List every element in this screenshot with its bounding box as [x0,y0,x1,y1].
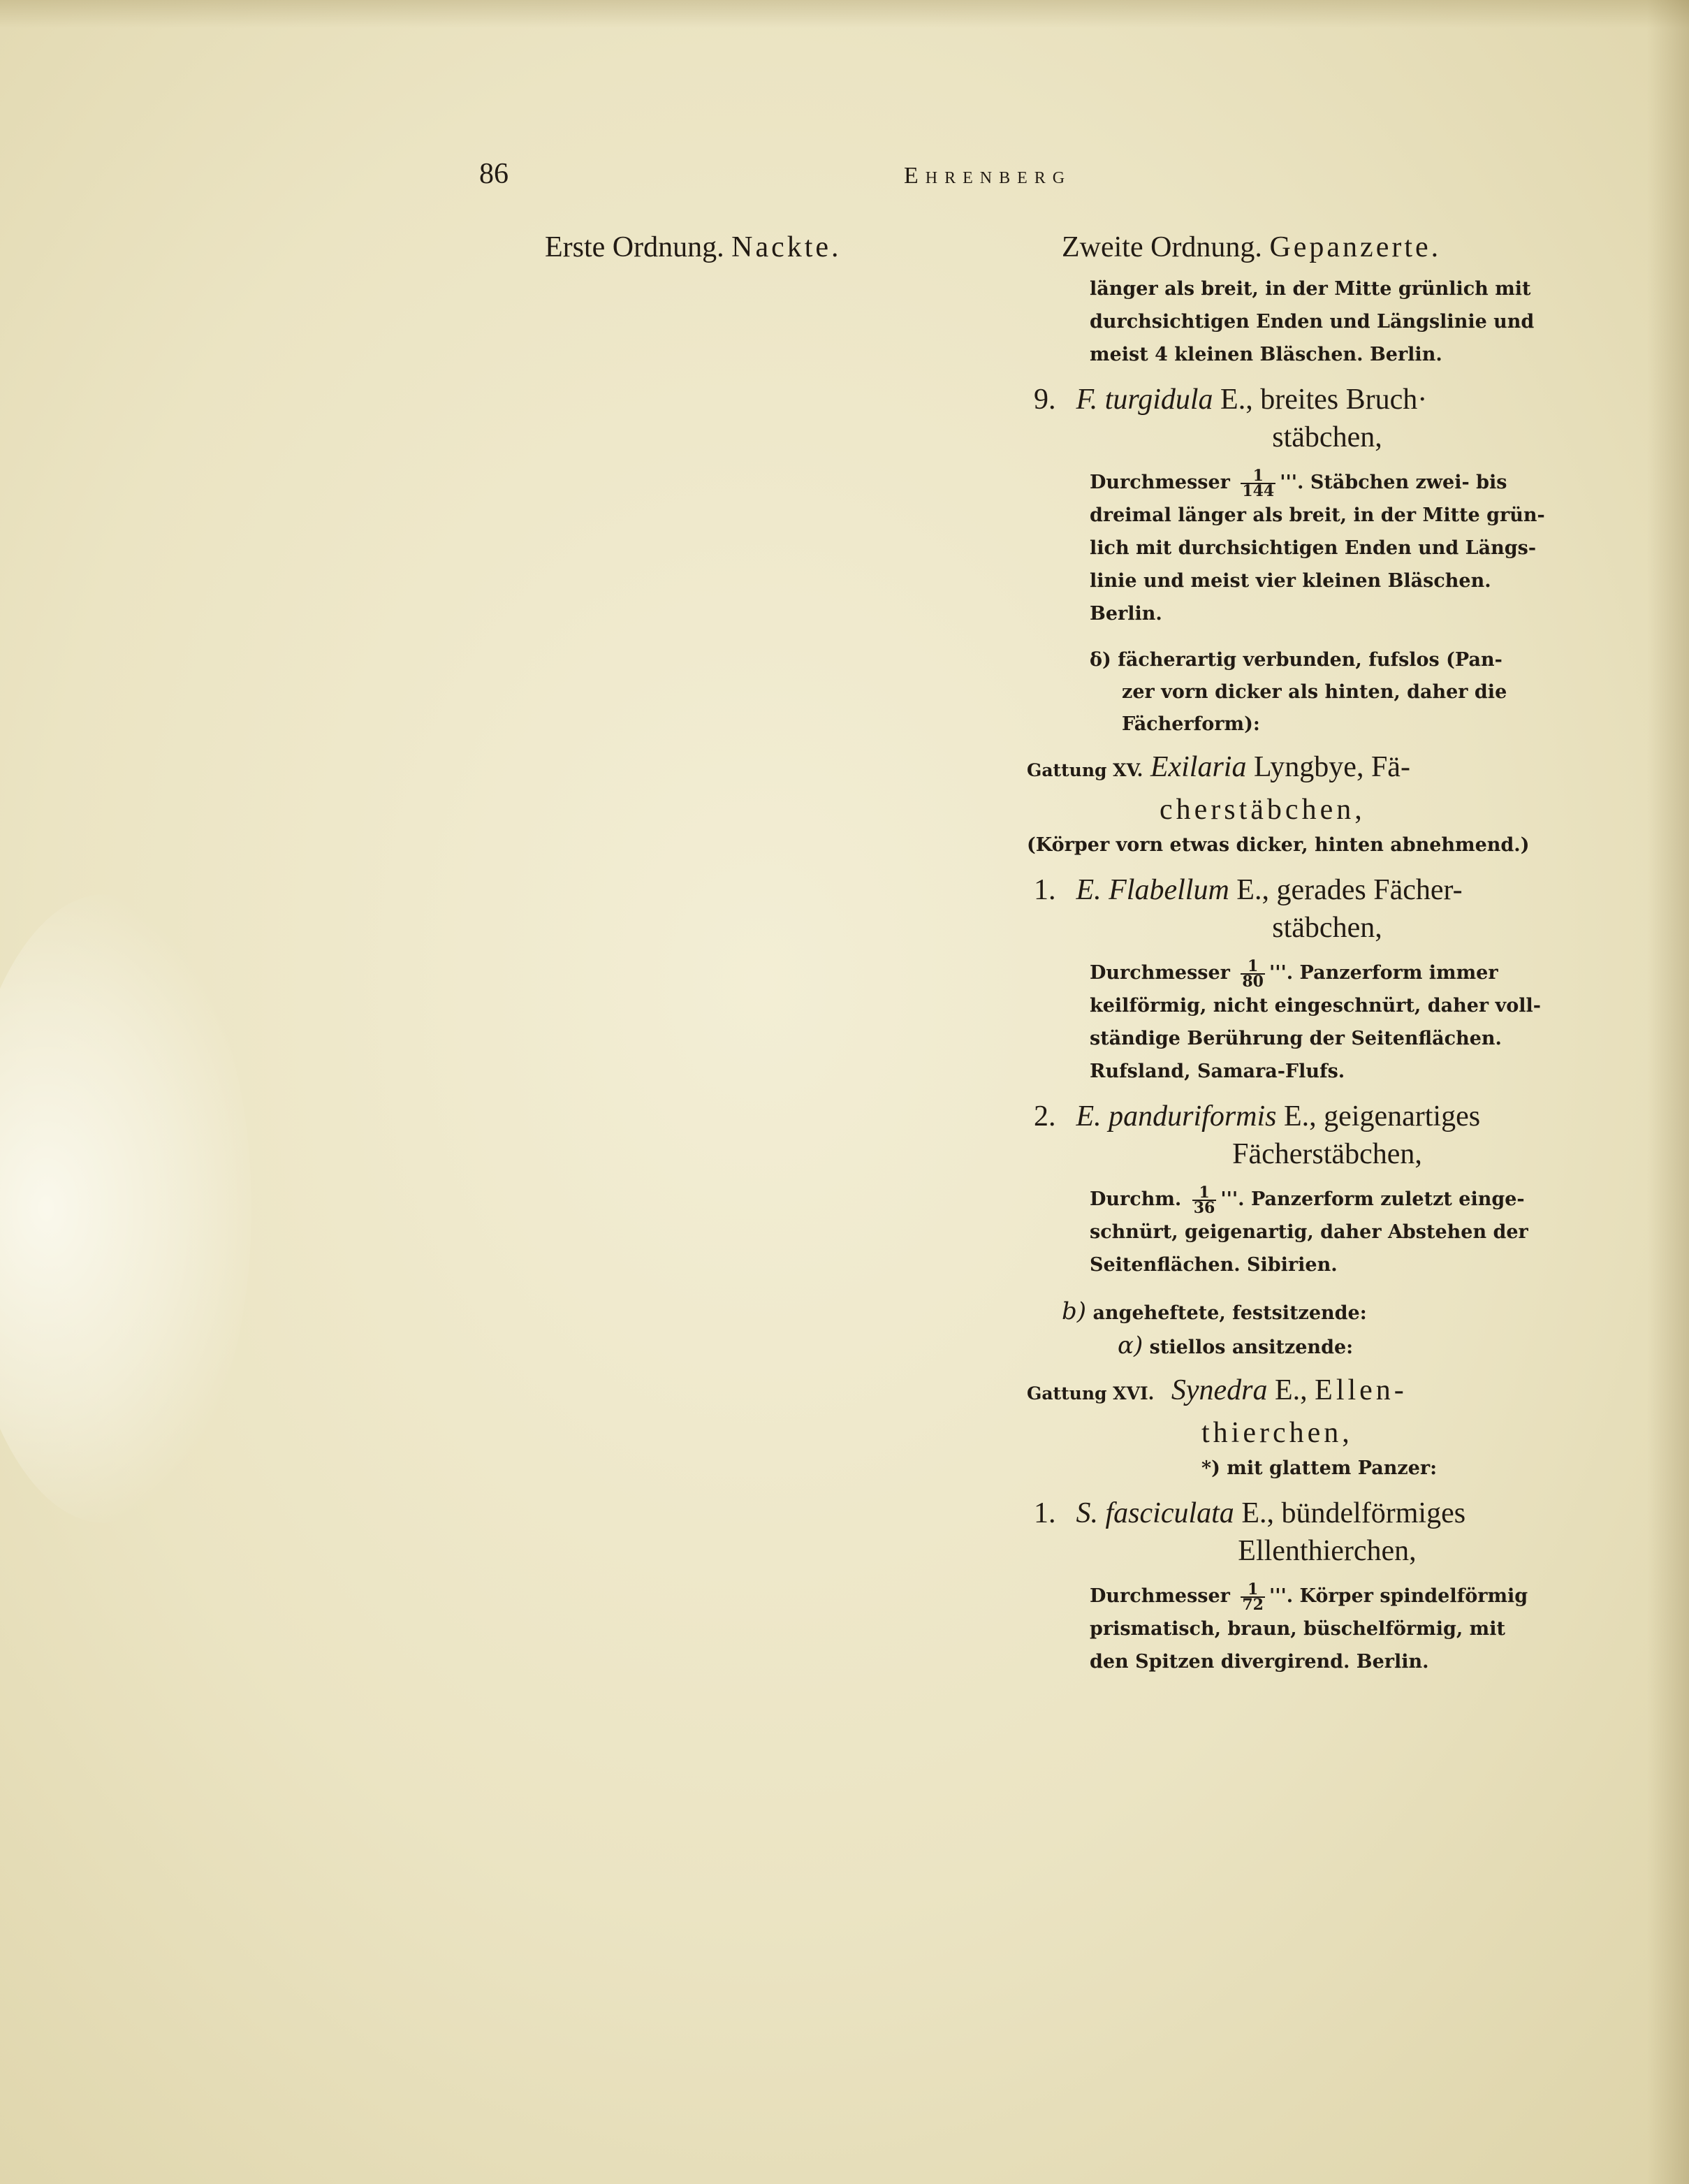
measure-label: Durchmesser [1090,472,1230,493]
text-line: Fächerform): [1122,713,1260,735]
spacer [1027,630,1572,644]
genus-author-common: Ellen- [1315,1374,1408,1406]
spacer [1027,1281,1572,1295]
order-title: Erste Ordnung. [545,231,724,263]
species-name: F. turgidula [1076,384,1213,416]
genus-exilaria [1027,748,1572,829]
species-author: E., geigenartiges [1284,1100,1481,1133]
order-name: Nackte. [731,231,842,263]
fraction-numerator: 1 [1247,956,1259,975]
genus-name: Synedra [1171,1374,1268,1406]
genus-name: Exilaria [1150,751,1247,783]
fraction-numerator: 1 [1247,1580,1259,1599]
fraction [1241,466,1275,500]
fraction-numerator: 1 [1252,466,1264,485]
species-entry-panduriformis [1027,1098,1572,1173]
text-line: schnürt, geigenartig, daher Abstehen der [1090,1221,1528,1243]
species-common-name: stäbchen, [1272,421,1382,453]
right-column [1027,231,1572,1678]
running-head: Ehrenberg [904,163,1072,189]
paper-stain [0,894,251,1523]
text-line: länger als breit, in der Mitte grünlich mit [1090,278,1531,300]
text-line: den Spitzen divergirend. Berlin. [1090,1651,1429,1673]
measure-text: '''. Panzerform immer [1268,962,1498,984]
left-column [545,231,964,264]
species-number: 1. [1034,1497,1056,1529]
species-common-name: stäbchen, [1272,912,1382,944]
subgroup-smooth: *) mit glattem Panzer: [1201,1457,1438,1479]
text-line: linie und meist vier kleinen Bläschen. [1090,570,1491,592]
species-number: 9. [1034,384,1056,416]
measure-label: Durchm. [1090,1188,1182,1210]
text-line: meist 4 kleinen Bläschen. Berlin. [1090,344,1442,365]
species-entry-flabellum [1027,871,1572,947]
right-column-heading [1062,231,1572,264]
text-line: prismatisch, braun, büschelförmig, mit [1090,1618,1505,1640]
genus-common-name: thierchen, [1201,1417,1353,1449]
species-name: S. fasciculata [1076,1497,1234,1529]
species-author: E., bündelförmiges [1241,1497,1466,1529]
species-number: 1. [1034,874,1056,906]
genus-label: Gattung XVI. [1027,1383,1155,1404]
species-author: E., gerades Fächer- [1236,874,1463,906]
measure-text: '''. Stäbchen zwei- bis [1280,472,1507,493]
genus-label: Gattung XV. [1027,760,1143,780]
species-name: E. Flabellum [1076,874,1229,906]
fraction [1241,1582,1265,1612]
text-line: ständige Berührung der Seitenflächen. [1090,1028,1502,1049]
species-description [1090,1580,1572,1678]
species-common-name: Ellenthierchen, [1238,1535,1417,1567]
text-line [1090,1183,1572,1216]
continued-description [1090,272,1572,371]
measure-text: '''. Panzerform zuletzt einge- [1220,1188,1525,1210]
fraction-denominator: 144 [1242,481,1275,500]
order-title: Zweite Ordnung. [1062,231,1262,263]
fraction-denominator: 80 [1242,972,1264,991]
fraction-denominator: 72 [1242,1595,1264,1614]
text-line [1090,1580,1572,1612]
text-line: Rufsland, Samara-Flufs. [1090,1061,1345,1082]
fraction-denominator: 36 [1193,1198,1215,1217]
species-entry-turgidula [1027,381,1572,456]
species-author: E., breites Bruch· [1220,384,1428,416]
species-description [1090,1183,1572,1281]
page-header [479,157,1178,199]
left-column-heading [545,231,964,264]
group-alpha [1118,1330,1572,1364]
page-top-shadow [0,0,1689,28]
group-letter: α) [1118,1332,1143,1360]
species-number: 2. [1034,1100,1056,1133]
genus-author: E., [1275,1374,1308,1406]
text-line [1090,644,1572,676]
text-line: dreimal länger als breit, in der Mitte grün- [1090,504,1545,526]
text-line [1090,956,1572,989]
text-line: durchsichtigen Enden und Längslinie und [1090,311,1535,333]
page-number: 86 [479,158,509,190]
genus-author: Lyngbye, Fä- [1253,751,1410,783]
group-text: angeheftete, festsitzende: [1092,1302,1367,1324]
genus-note: (Körper vorn etwas dicker, hinten abnehmend.) [1027,834,1530,856]
page-right-shadow [1647,0,1689,2184]
species-name: E. panduriformis [1076,1100,1277,1133]
text-line: keilförmig, nicht eingeschnürt, daher voll- [1090,995,1541,1017]
text-line: Seitenflächen. Sibirien. [1090,1254,1338,1276]
text-line: lich mit durchsichtigen Enden und Längs- [1090,537,1537,559]
species-common-name: Fächerstäbchen, [1232,1138,1422,1170]
text-line: zer vorn dicker als hinten, daher die [1122,681,1507,703]
measure-label: Durchmesser [1090,1585,1230,1607]
measure-text: '''. Körper spindelförmig [1268,1585,1528,1607]
group-text: fächerartig verbunden, fufslos (Pan- [1118,649,1502,671]
genus-common-name: cherstäbchen, [1160,794,1366,826]
species-description [1090,466,1572,630]
measure-label: Durchmesser [1090,962,1230,984]
species-description [1090,956,1572,1088]
fraction-numerator: 1 [1199,1183,1210,1202]
group-text: stiellos ansitzende: [1149,1337,1354,1358]
group-letter: δ) [1090,649,1111,671]
species-entry-fasciculata [1027,1494,1572,1570]
text-line [1090,466,1572,499]
group-b [1062,1295,1572,1330]
text-line: Berlin. [1090,603,1162,625]
group-delta [1090,644,1572,741]
fraction [1192,1183,1217,1217]
group-letter: b) [1062,1297,1087,1325]
order-name: Gepanzerte. [1269,231,1442,263]
fraction [1241,956,1265,991]
genus-synedra [1027,1371,1572,1453]
